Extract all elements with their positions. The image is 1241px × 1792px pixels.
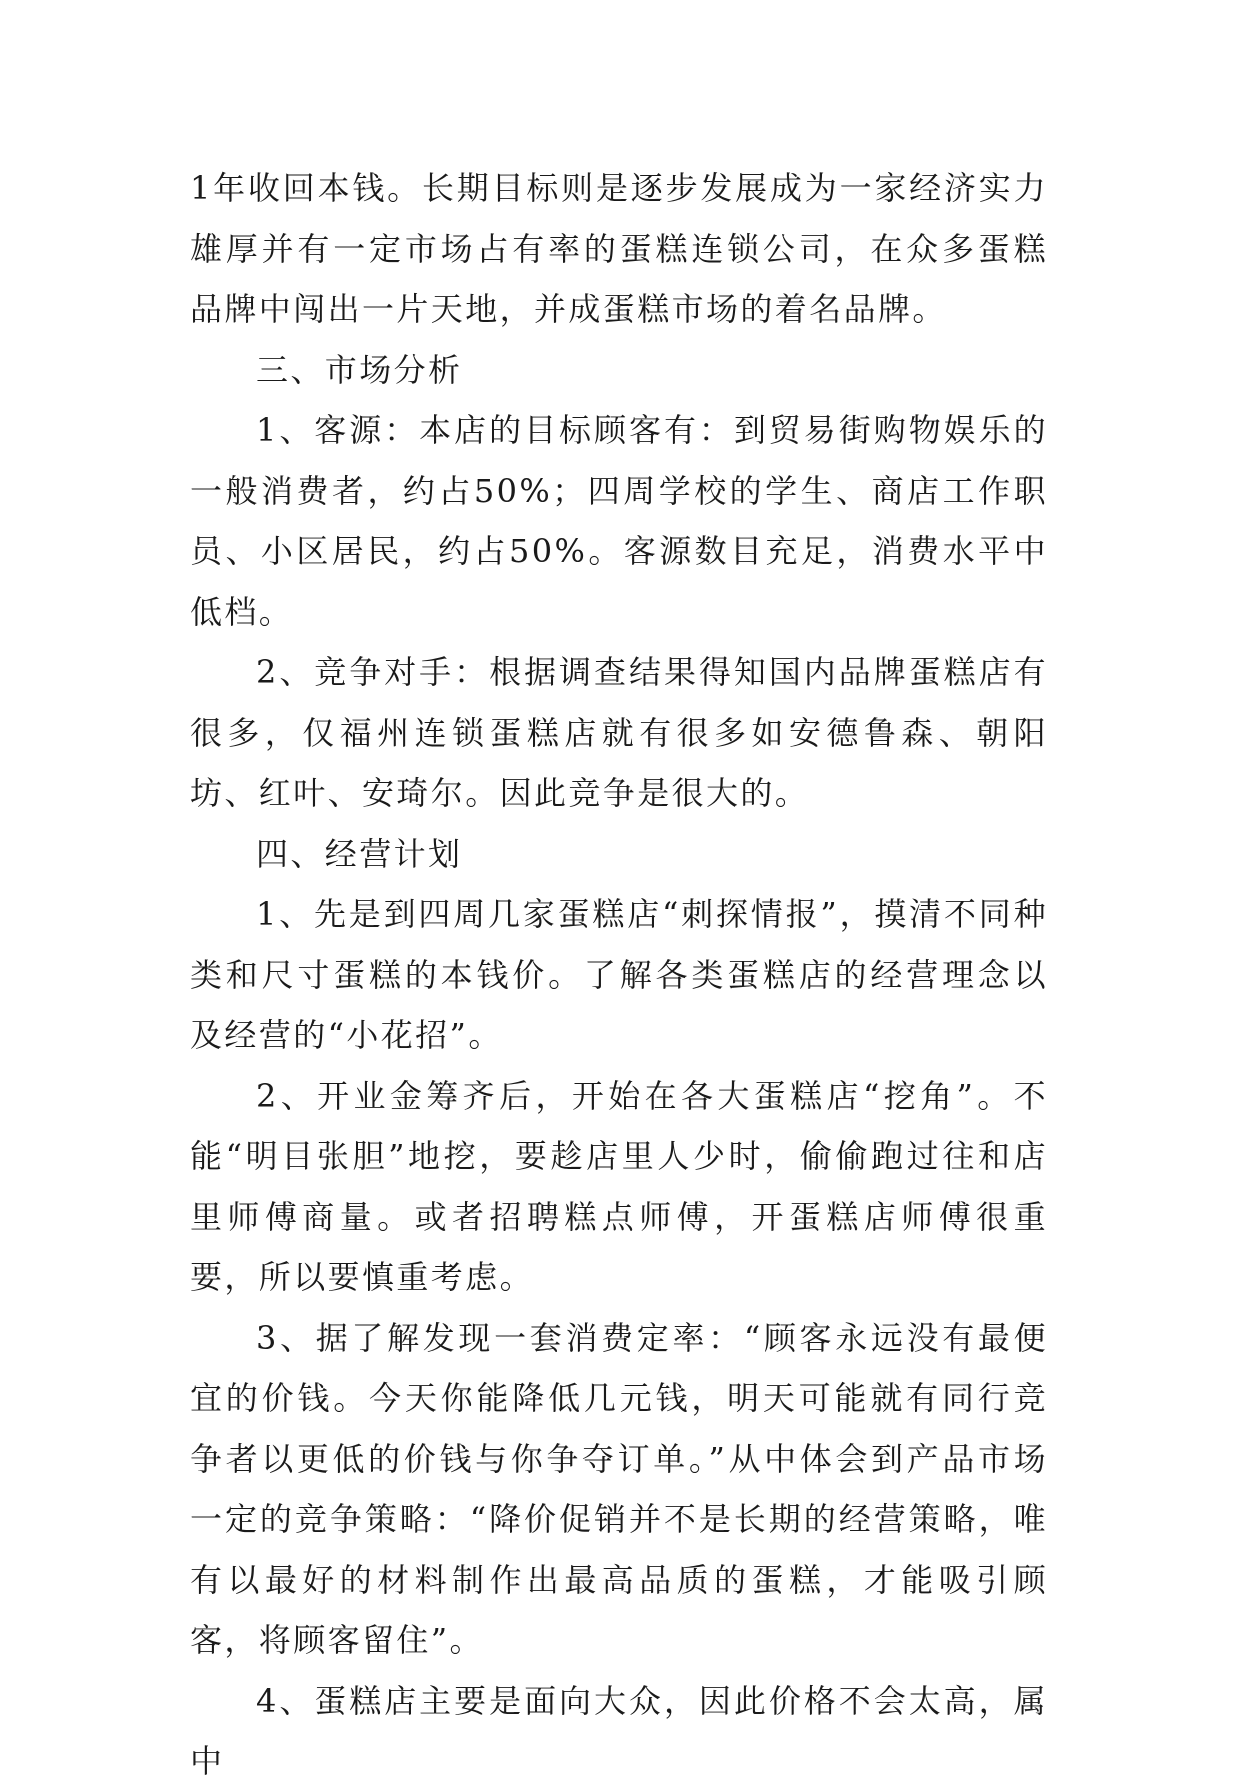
paragraph-goals-continued: 1年收回本钱。长期目标则是逐步发展成为一家经济实力雄厚并有一定市场占有率的蛋糕连锁公司，在众多蛋糕品牌中闯出一片天地，并成蛋糕市场的着名品牌。 — [190, 169, 1048, 328]
paragraph-competitors: 2、竞争对手：根据调查结果得知国内品牌蛋糕店有很多，仅福州连锁蛋糕店就有很多如安德鲁森、朝阳坊、红叶、安琦尔。因此竞争是很大的。 — [190, 653, 1048, 812]
heading-business-plan: 四、经营计划 — [256, 834, 463, 873]
paragraph-plan-item-1: 1、先是到四周几家蛋糕店“刺探情报”，摸清不同种类和尺寸蛋糕的本钱价。了解各类蛋糕店的经营理念以及经营的“小花招”。 — [190, 895, 1048, 1054]
document-body — [190, 158, 1048, 1792]
paragraph-plan-item-2: 2、开业金筹齐后，开始在各大蛋糕店“挖角”。不能“明目张胆”地挖，要趁店里人少时，偷偷跑过往和店里师傅商量。或者招聘糕点师傅，开蛋糕店师傅很重要，所以要慎重考虑。 — [190, 1076, 1048, 1296]
paragraph-plan-item-3: 3、据了解发现一套消费定率：“顾客永远没有最便宜的价钱。今天你能降低几元钱，明天可能就有同行竞争者以更低的价钱与你争夺订单。”从中体会到产品市场一定的竞争策略：“降价促销并不是长期的经营策略，唯有以最好的材料制作出最高品质的蛋糕，才能吸引顾客，将顾客留住”。 — [190, 1318, 1048, 1659]
paragraph-plan-item-4: 4、蛋糕店主要是面向大众，因此价格不会太高，属中 — [190, 1681, 1048, 1780]
paragraph-customer-source: 1、客源：本店的目标顾客有：到贸易街购物娱乐的一般消费者，约占50%；四周学校的学生、商店工作职员、小区居民，约占50%。客源数目充足，消费水平中低档。 — [190, 411, 1048, 631]
heading-market-analysis: 三、市场分析 — [256, 350, 463, 389]
